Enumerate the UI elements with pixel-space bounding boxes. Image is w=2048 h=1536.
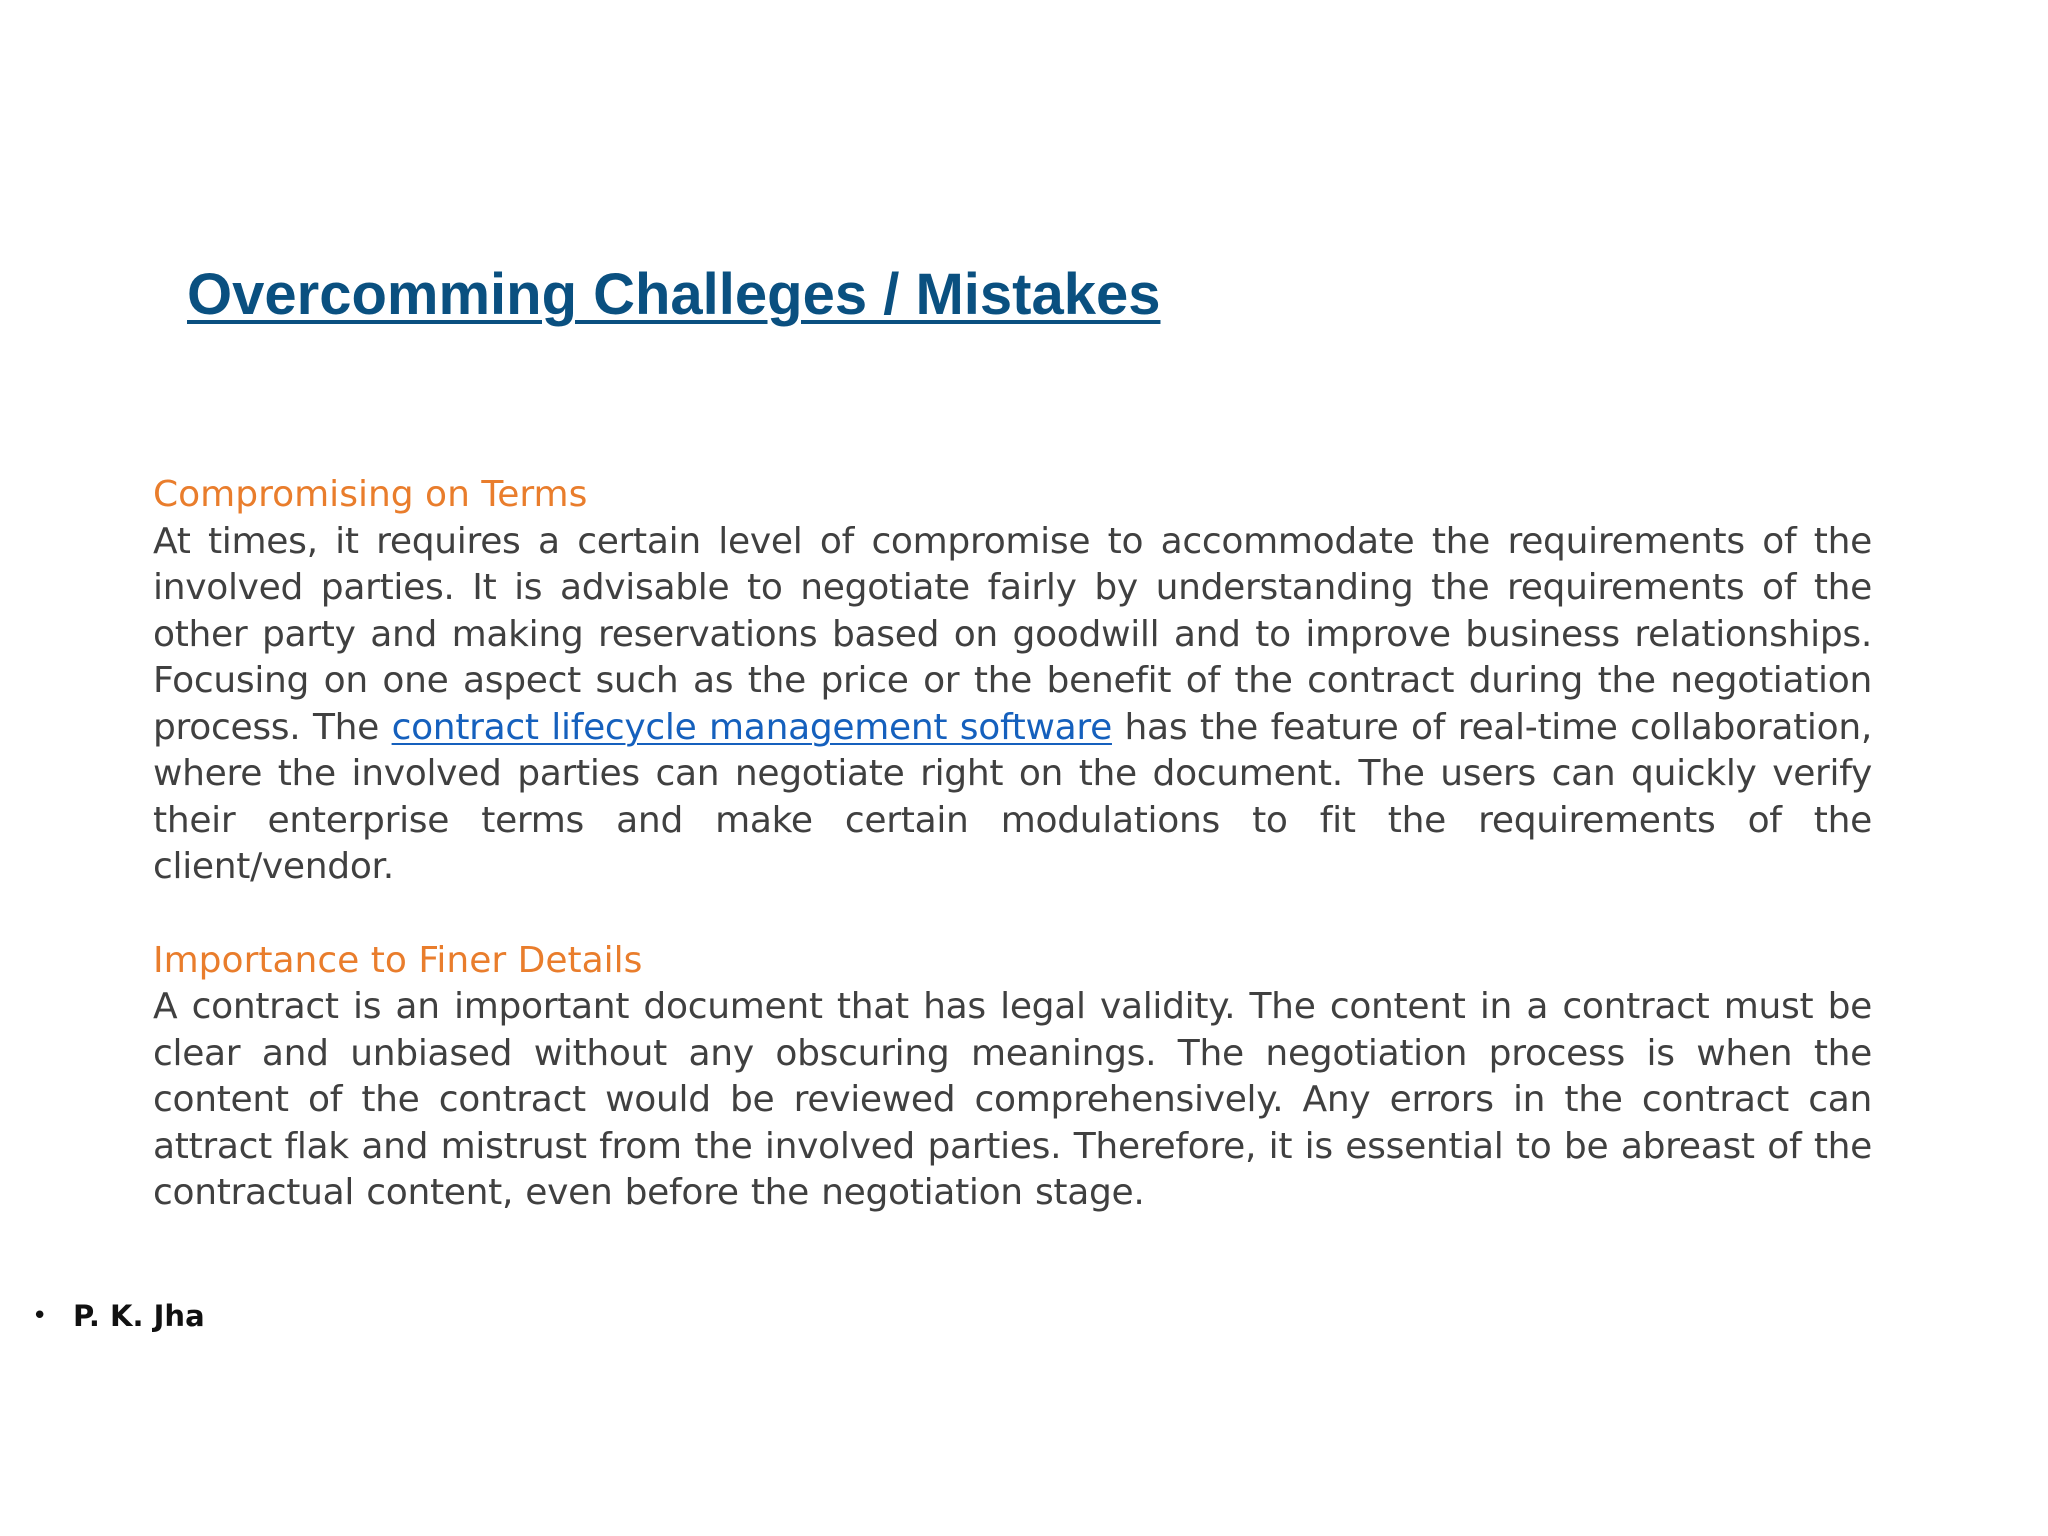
slide-content <box>153 472 1872 1217</box>
section-spacer <box>153 891 1872 938</box>
body-text-before-link: At times, it requires a certain level of compromise to accommodate the requirements of the involved parties. It is advisable to negotiate fairly by understanding the requirements of the other party and making reservations based on goodwill and to improve business relationships. Focusing on one aspect such as the price or the benefit of the contract during the negotiation process. The <box>153 520 1872 748</box>
section-body-compromising <box>153 519 1872 891</box>
section-heading-compromising: Compromising on Terms <box>153 474 588 515</box>
footer <box>32 1296 205 1336</box>
bullet-icon: • <box>32 1301 48 1331</box>
section-body-finer-details: A contract is an important document that has legal validity. The content in a contract must be clear and unbiased without any obscuring meanings. The negotiation process is when the content of the contract would be reviewed comprehensively. Any errors in the contract can attract flak and mistrust from the involved parties. Therefore, it is essential to be abreast of the contractual content, even before the negotiation stage. <box>153 986 1872 1213</box>
author-name: P. K. Jha <box>73 1299 205 1333</box>
section-heading-finer-details: Importance to Finer Details <box>153 939 643 981</box>
clm-software-link[interactable]: contract lifecycle management software <box>391 706 1112 748</box>
slide-title: Overcomming Challeges / Mistakes <box>187 262 1161 327</box>
body-text-after-link: has the feature of real-time collaboration, where the involved parties can negotiate right on the document. The users can quickly verify their enterprise terms and make certain modulations to fit the requirements of the client/vendor. <box>153 706 1872 887</box>
